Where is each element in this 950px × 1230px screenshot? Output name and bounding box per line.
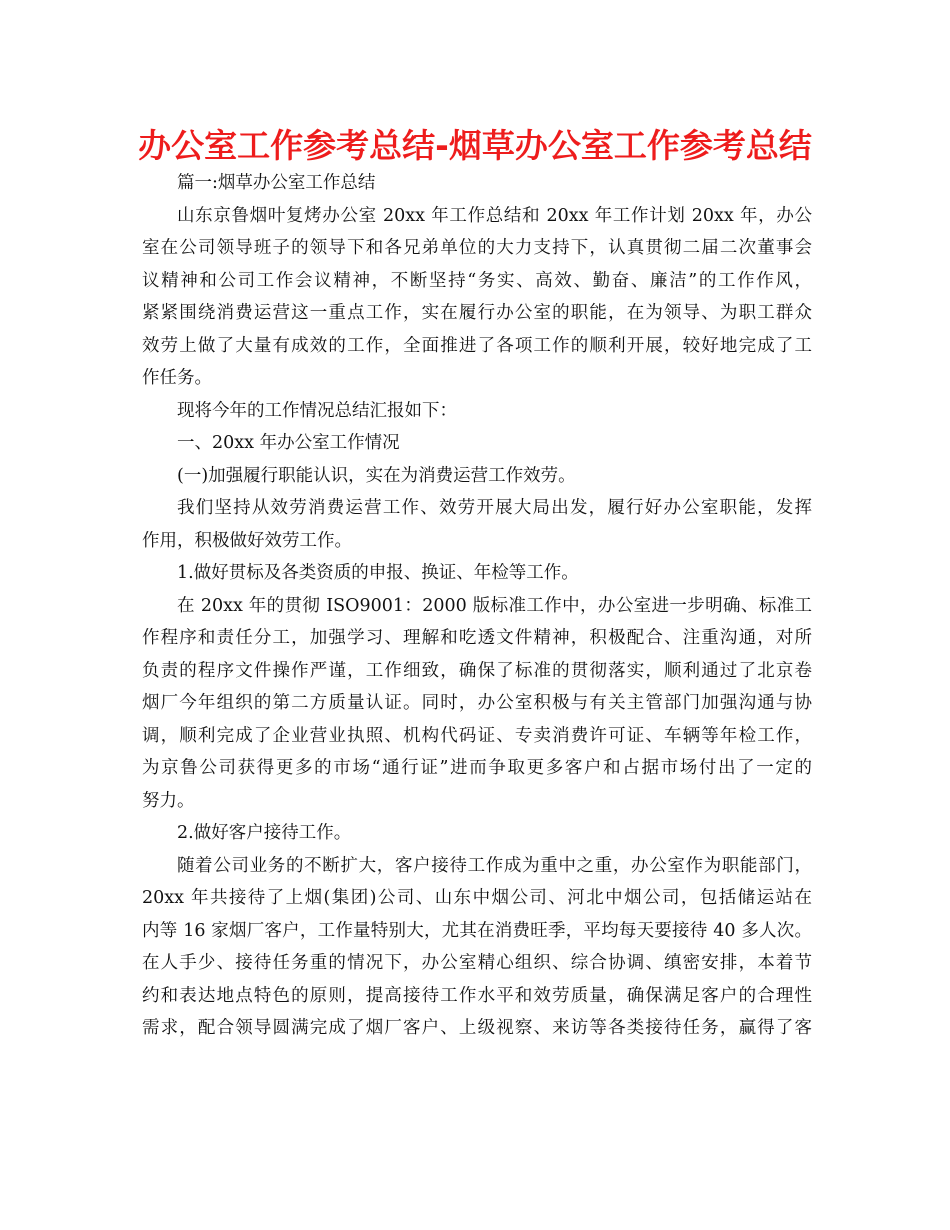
subsection-heading: (一)加强履行职能认识，实在为消费运营工作效劳。 [177, 465, 576, 486]
paragraph-line: 议精神和公司工作会议精神，不断坚持“务实、高效、勤奋、廉洁”的工作作风， [142, 270, 812, 291]
paragraph-line: 努力。 [142, 790, 195, 811]
paragraph-line: 我们坚持从效劳消费运营工作、效劳开展大局出发，履行好办公室职能，发挥 [177, 498, 812, 518]
paragraph-line: 作程序和责任分工，加强学习、理解和吃透文件精神，积极配合、注重沟通，对所 [142, 628, 812, 648]
paragraph-line: 作用，积极做好效劳工作。 [142, 530, 352, 551]
section-heading: 一、20xx 年办公室工作情况 [177, 433, 400, 453]
paragraph-line: 约和表达地点特色的原则，提高接待工作水平和效劳质量，确保满足客户的合理性 [142, 985, 812, 1006]
paragraph-line: 需求，配合领导圆满完成了烟厂客户、上级视察、来访等各类接待任务，赢得了客 [142, 1018, 812, 1038]
paragraph-line: 烟厂今年组织的第二方质量认证。同时，办公室积极与有关主管部门加强沟通与协 [142, 693, 812, 713]
paragraph-line: 效劳上做了大量有成效的工作，全面推进了各项工作的顺利开展，较好地完成了工 [142, 335, 812, 356]
paragraph-line: 为京鲁公司获得更多的市场“通行证”进而争取更多客户和占据市场付出了一定的 [142, 758, 812, 778]
paragraph-line: 紧紧围绕消费运营这一重点工作，实在履行办公室的职能，在为领导、为职工群众 [142, 303, 812, 323]
paragraph-line: 室在公司领导班子的领导下和各兄弟单位的大力支持下，认真贯彻二届二次董事会 [142, 238, 812, 258]
paragraph-line: 调，顺利完成了企业营业执照、机构代码证、专卖消费许可证、车辆等年检工作， [142, 725, 812, 746]
paragraph-line: 现将今年的工作情况总结汇报如下： [177, 400, 457, 421]
item-heading: 2.做好客户接待工作。 [177, 823, 352, 843]
document-title: 办公室工作参考总结-烟草办公室工作参考总结 [138, 126, 812, 165]
paragraph-line: 内等 16 家烟厂客户，工作量特别大，尤其在消费旺季，平均每天要接待 40 多人次。 [142, 920, 812, 941]
paragraph-line: 在人手少、接待任务重的情况下，办公室精心组织、综合协调、缜密安排，本着节 [142, 953, 812, 973]
paragraph-line: 山东京鲁烟叶复烤办公室 20xx 年工作总结和 20xx 年工作计划 20xx 年，办公 [177, 205, 812, 226]
document-body [142, 167, 812, 1045]
paragraph-line: 在 20xx 年的贯彻 ISO9001：2000 版标准工作中，办公室进一步明确、标准工 [177, 595, 812, 616]
section-heading: 篇一:烟草办公室工作总结 [177, 173, 376, 193]
paragraph-line: 20xx 年共接待了上烟(集团)公司、山东中烟公司、河北中烟公司，包括储运站在 [142, 888, 812, 908]
item-heading: 1.做好贯标及各类资质的申报、换证、年检等工作。 [177, 563, 579, 583]
paragraph-line: 负责的程序文件操作严谨，工作细致，确保了标准的贯彻落实，顺利通过了北京卷 [142, 660, 812, 681]
paragraph-line: 作任务。 [142, 368, 212, 388]
paragraph-line: 随着公司业务的不断扩大，客户接待工作成为重中之重，办公室作为职能部门， [177, 855, 812, 876]
